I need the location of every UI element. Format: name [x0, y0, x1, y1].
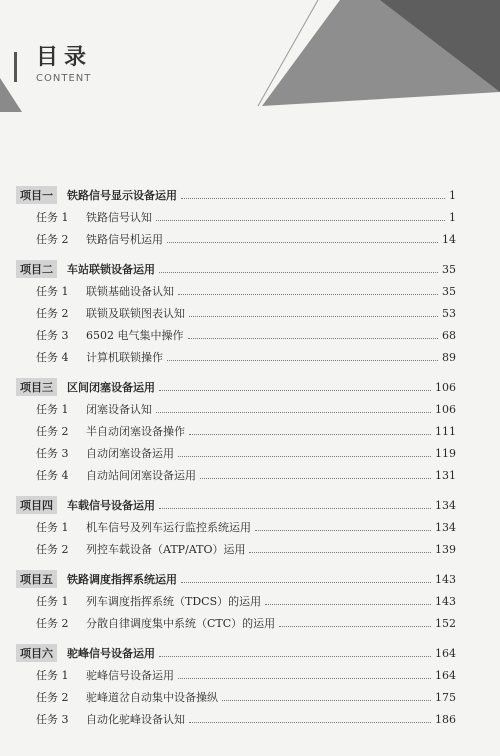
task-title: 联锁及联锁图表认知 — [86, 307, 185, 320]
leader-dots — [279, 626, 431, 627]
task-title: 列车调度指挥系统（TDCS）的运用 — [86, 595, 262, 608]
page-header — [0, 0, 500, 112]
task-title: 闭塞设备认知 — [86, 403, 152, 416]
section-gap — [16, 560, 456, 566]
toc-task-row[interactable] — [16, 442, 456, 464]
page-number: 152 — [435, 616, 456, 630]
task-label: 任务 2 — [36, 425, 69, 438]
page-number: 1 — [449, 210, 456, 224]
leader-dots — [159, 272, 438, 273]
task-title: 分散自律调度集中系统（CTC）的运用 — [86, 617, 276, 630]
page-number: 89 — [442, 350, 456, 364]
page-title: 目录 — [36, 44, 93, 70]
task-title: 半自动闭塞设备操作 — [86, 425, 185, 438]
task-label: 任务 1 — [36, 285, 69, 298]
leader-dots — [159, 390, 431, 391]
section-gap — [16, 634, 456, 640]
leader-dots — [178, 456, 431, 457]
leader-dots — [156, 412, 431, 413]
toc-project-row[interactable] — [16, 568, 456, 590]
toc-task-row[interactable] — [16, 280, 456, 302]
project-label: 项目二 — [16, 260, 57, 278]
task-title: 自动站间闭塞设备运用 — [86, 469, 196, 482]
project-title: 驼峰信号设备运用 — [67, 647, 155, 660]
task-label: 任务 3 — [36, 447, 69, 460]
task-title: 自动化驼峰设备认知 — [86, 713, 185, 726]
toc-task-row[interactable] — [16, 612, 456, 634]
page-number: 35 — [442, 262, 456, 276]
leader-dots — [189, 316, 438, 317]
task-title: 6502 电气集中操作 — [86, 329, 184, 342]
leader-dots — [181, 198, 445, 199]
toc-project-row[interactable] — [16, 258, 456, 280]
page-number: 106 — [435, 402, 456, 416]
toc-task-row[interactable] — [16, 686, 456, 708]
toc-project-row[interactable] — [16, 184, 456, 206]
project-label: 项目六 — [16, 644, 57, 662]
project-title: 铁路调度指挥系统运用 — [67, 573, 177, 586]
project-title: 铁路信号显示设备运用 — [67, 189, 177, 202]
leader-dots — [178, 294, 438, 295]
leader-dots — [181, 582, 431, 583]
leader-dots — [178, 678, 431, 679]
task-label: 任务 3 — [36, 329, 69, 342]
task-title: 驼峰道岔自动集中设备操纵 — [86, 691, 218, 704]
task-title: 计算机联锁操作 — [86, 351, 163, 364]
section-gap — [16, 250, 456, 256]
task-title: 铁路信号机运用 — [86, 233, 163, 246]
leader-dots — [167, 242, 438, 243]
toc-task-row[interactable] — [16, 228, 456, 250]
project-title: 车载信号设备运用 — [67, 499, 155, 512]
task-label: 任务 1 — [36, 521, 69, 534]
page-number: 143 — [435, 572, 456, 586]
task-label: 任务 1 — [36, 669, 69, 682]
task-label: 任务 1 — [36, 595, 69, 608]
task-label: 任务 2 — [36, 543, 69, 556]
leader-dots — [265, 604, 431, 605]
project-title: 区间闭塞设备运用 — [67, 381, 155, 394]
toc-task-row[interactable] — [16, 516, 456, 538]
toc-task-row[interactable] — [16, 398, 456, 420]
project-label: 项目四 — [16, 496, 57, 514]
page-number: 1 — [449, 188, 456, 202]
task-title: 联锁基础设备认知 — [86, 285, 174, 298]
project-title: 车站联锁设备运用 — [67, 263, 155, 276]
page-number: 119 — [435, 446, 456, 460]
page-number: 164 — [435, 668, 456, 682]
toc-project-row[interactable] — [16, 642, 456, 664]
page-subtitle: CONTENT — [36, 73, 92, 84]
toc-task-row[interactable] — [16, 590, 456, 612]
page-number: 35 — [442, 284, 456, 298]
task-label: 任务 4 — [36, 469, 69, 482]
task-title: 铁路信号认知 — [86, 211, 152, 224]
leader-dots — [167, 360, 438, 361]
task-title: 列控车载设备（ATP/ATO）运用 — [86, 543, 246, 556]
toc-task-row[interactable] — [16, 324, 456, 346]
toc-task-row[interactable] — [16, 538, 456, 560]
task-label: 任务 3 — [36, 713, 69, 726]
page-number: 131 — [435, 468, 456, 482]
leader-dots — [200, 478, 431, 479]
project-label: 项目一 — [16, 186, 57, 204]
task-title: 驼峰信号设备运用 — [86, 669, 174, 682]
task-label: 任务 1 — [36, 403, 69, 416]
leader-dots — [249, 552, 431, 553]
toc-project-row[interactable] — [16, 494, 456, 516]
page-number: 134 — [435, 498, 456, 512]
leader-dots — [255, 530, 431, 531]
section-gap — [16, 486, 456, 492]
task-label: 任务 1 — [36, 211, 69, 224]
project-label: 项目三 — [16, 378, 57, 396]
leader-dots — [222, 700, 431, 701]
task-title: 自动闭塞设备运用 — [86, 447, 174, 460]
page-number: 139 — [435, 542, 456, 556]
page-number: 68 — [442, 328, 456, 342]
task-label: 任务 2 — [36, 233, 69, 246]
leader-dots — [156, 220, 445, 221]
toc-task-row[interactable] — [16, 302, 456, 324]
toc-task-row[interactable] — [16, 708, 456, 730]
toc-project-row[interactable] — [16, 376, 456, 398]
task-title: 机车信号及列车运行监控系统运用 — [86, 521, 251, 534]
page-number: 134 — [435, 520, 456, 534]
page-number: 106 — [435, 380, 456, 394]
page-number: 14 — [442, 232, 456, 246]
section-gap — [16, 368, 456, 374]
leader-dots — [189, 722, 431, 723]
title-accent-bar — [14, 52, 17, 82]
page-number: 53 — [442, 306, 456, 320]
task-label: 任务 2 — [36, 617, 69, 630]
page-number: 175 — [435, 690, 456, 704]
leader-dots — [189, 434, 431, 435]
toc-task-row[interactable] — [16, 420, 456, 442]
toc-task-row[interactable] — [16, 464, 456, 486]
table-of-contents — [16, 182, 456, 730]
page-number: 186 — [435, 712, 456, 726]
task-label: 任务 4 — [36, 351, 69, 364]
project-label: 项目五 — [16, 570, 57, 588]
task-label: 任务 2 — [36, 691, 69, 704]
page-number: 111 — [435, 424, 456, 438]
task-label: 任务 2 — [36, 307, 69, 320]
toc-task-row[interactable] — [16, 664, 456, 686]
toc-task-row[interactable] — [16, 346, 456, 368]
leader-dots — [159, 656, 431, 657]
page-number: 143 — [435, 594, 456, 608]
leader-dots — [188, 338, 439, 339]
leader-dots — [159, 508, 431, 509]
toc-task-row[interactable] — [16, 206, 456, 228]
page-number: 164 — [435, 646, 456, 660]
